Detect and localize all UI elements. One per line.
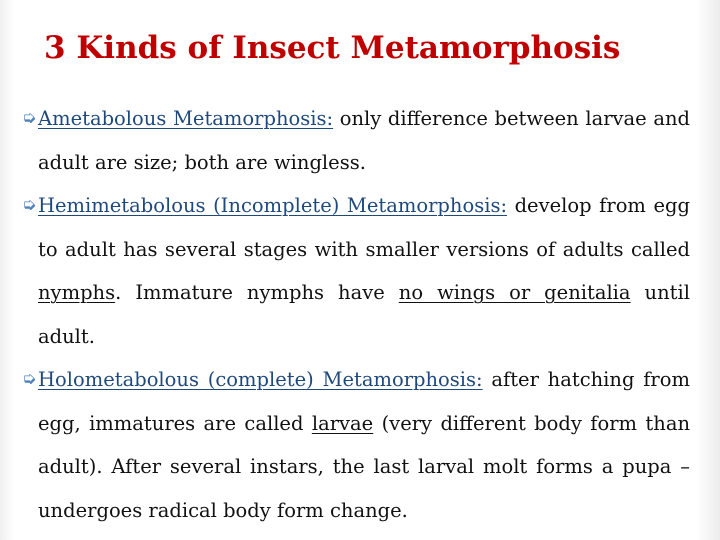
- term-holometabolous: Holometabolous (complete) Metamorphosis:: [38, 368, 483, 391]
- item-text: until adult.: [38, 281, 690, 348]
- right-edge-shade: [696, 0, 720, 540]
- bullet-arrow-icon: ➭: [22, 195, 37, 215]
- item-text: only difference between larvae and adult are size; both are wingless.: [38, 107, 690, 174]
- bullet-arrow-icon: ➭: [22, 369, 37, 389]
- item-text: (very different body form than adult). After several instars, the last larval molt forms a pupa – undergoes radical body form change.: [38, 411, 690, 522]
- term-ametabolous: Ametabolous Metamorphosis:: [38, 107, 334, 130]
- left-edge-shade: [0, 0, 14, 540]
- bullet-item-ametabolous: [22, 97, 690, 184]
- bullet-arrow-icon: ➭: [22, 108, 37, 128]
- item-text: develop from egg to adult has several stages with smaller versions of adults called: [38, 194, 690, 261]
- underlined-nymphs: nymphs: [38, 281, 116, 304]
- underlined-larvae: larvae: [311, 411, 374, 435]
- item-text: after hatching from egg, immatures are called: [38, 368, 690, 435]
- bullet-list: [22, 97, 690, 532]
- bullet-item-hemimetabolous: [22, 184, 690, 358]
- term-hemimetabolous: Hemimetabolous (Incomplete) Metamorphosis:: [38, 194, 508, 217]
- item-text: . Immature nymphs have: [115, 281, 399, 304]
- bullet-item-holometabolous: [22, 358, 690, 532]
- underlined-no-wings: no wings or genitalia: [398, 281, 631, 304]
- slide-title: 3 Kinds of Insect Metamorphosis: [44, 30, 621, 66]
